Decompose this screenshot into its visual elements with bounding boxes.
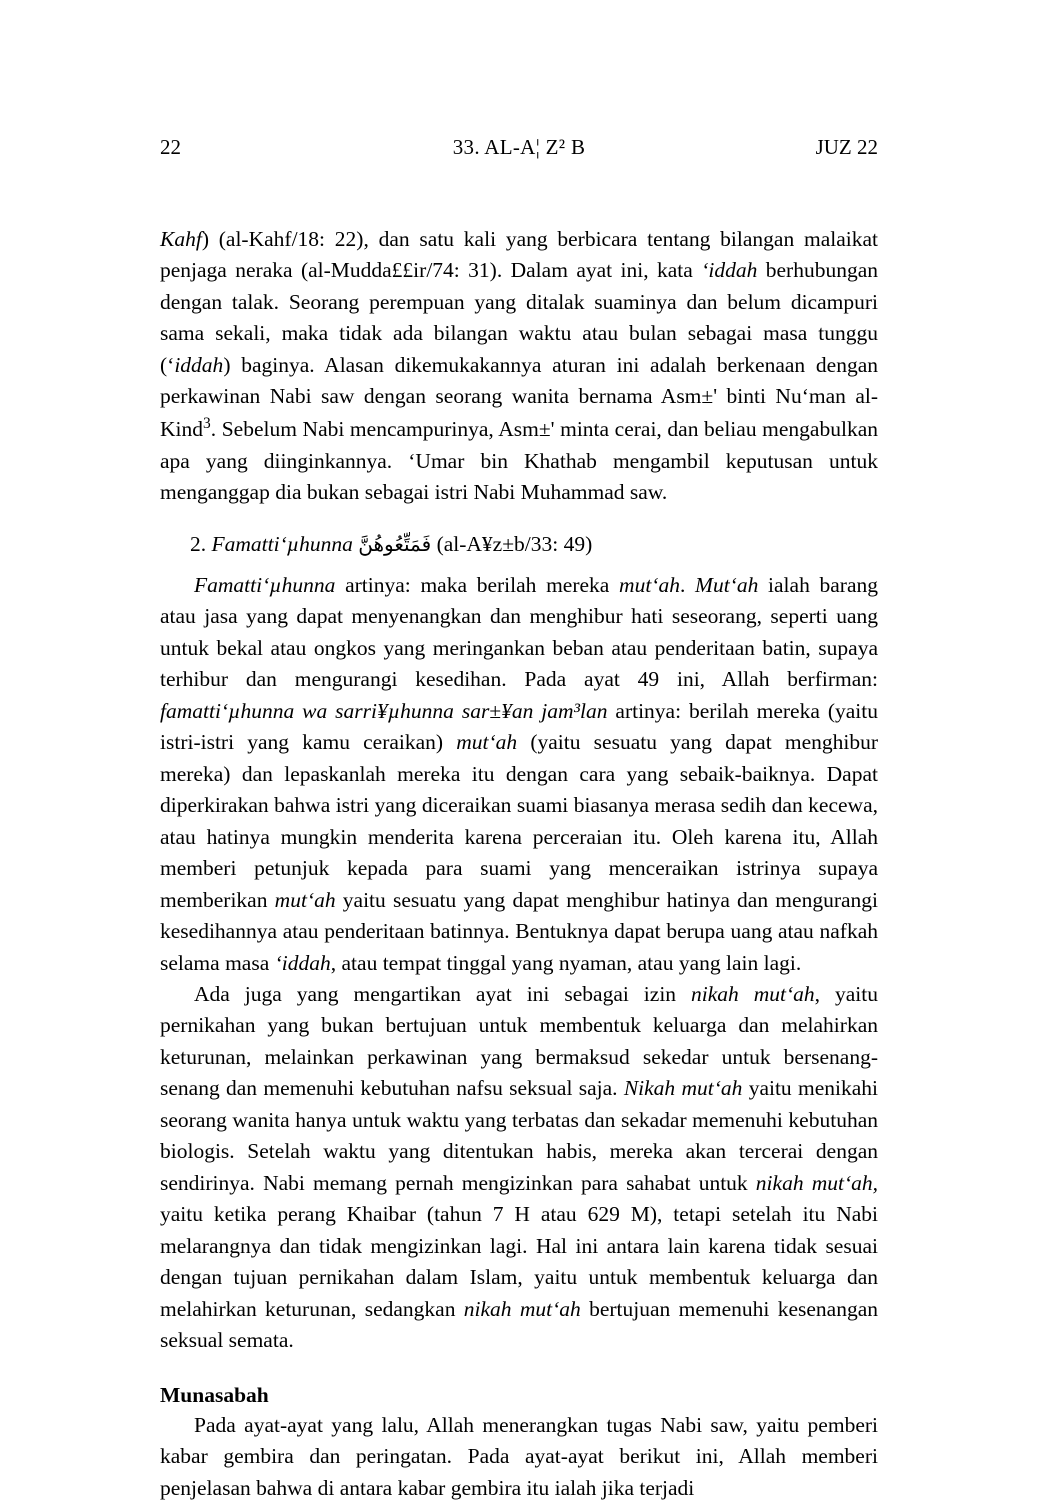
paragraph-2-italic-f: mut‘ah: [274, 887, 336, 912]
paragraph-1-text-a: ) (al-Kahf/18: 22), dan satu kali yang berbicara tentang bilangan malaikat penjaga neraka (al-Mudda££ir/74: 31). Dalam ayat ini, kata: [160, 227, 878, 283]
header-page-number: 22: [160, 135, 181, 159]
paragraph-2-text-d: artinya: berilah mereka (yaitu istri-istri yang kamu ceraikan): [160, 698, 878, 755]
section-title-munasabah: Munasabah: [160, 1382, 269, 1407]
page-header: [160, 135, 878, 160]
paragraph-1-text-d: . Sebelum Nabi mencampurinya, Asm±' minta cerai, dan beliau mengabulkan apa yang diinginkannya. ‘Umar bin Khathab mengambil keputusan untuk menganggap dia bukan sebagai istri Nabi Muhammad saw.: [160, 417, 878, 505]
paragraph-3-text-a: Ada juga yang mengartikan ayat ini sebagai izin: [194, 981, 691, 1006]
paragraph-2-text-g: , atau tempat tinggal yang nyaman, atau yang lain lagi.: [330, 950, 802, 975]
verse-arabic-text: فَمَتِّعُوهُنَّ: [358, 531, 432, 556]
paragraph-2-italic-g: ‘iddah: [274, 950, 331, 975]
paragraph-group-2: [160, 570, 878, 1357]
page-content: [160, 135, 878, 1504]
paragraph-3: [160, 979, 878, 1357]
paragraph-munasabah: Pada ayat-ayat yang lalu, Allah menerangkan tugas Nabi saw, yaitu pemberi kabar gembira dan peringatan. Pada ayat-ayat berikut ini, Allah memberi penjelasan bahwa di antara kabar gembira itu ialah jika terjadi: [160, 1412, 878, 1500]
paragraph-1-italic-kahf: Kahf: [160, 227, 202, 251]
paragraph-3-italic-b: Nikah mut‘ah: [623, 1076, 743, 1101]
paragraph-2-text-c: ialah barang atau jasa yang dapat menyenangkan dan menghibur hati seseorang, seperti uang untuk bekal atau ongkos yang meringankan beban atau penderitaan batin, supaya terhibur dan mengurangi kesedihan. Pada ayat 49 ini, Allah berfirman:: [160, 572, 879, 692]
verse-number: 2.: [190, 531, 212, 556]
paragraph-1: [160, 224, 878, 509]
paragraph-2-text-a: artinya: maka berilah mereka: [335, 572, 620, 597]
paragraph-3-text-b: , yaitu pernikahan yang bukan bertujuan untuk membentuk keluarga dan melahirkan keturunan, melainkan perkawinan yang bermaksud sekedar untuk bersenang-senang dan memenuhi kebutuhan nafsu seksual saja.: [160, 981, 878, 1101]
paragraph-1-text-b: berhubungan dengan talak. Seorang perempuan yang ditalak suaminya dan belum dicampuri sama sekali, maka tidak ada bilangan waktu atau bulan sebagai masa tunggu (‘: [160, 258, 879, 377]
paragraph-2-text-b: .: [679, 572, 696, 597]
paragraph-2-italic-d: famatti‘µhunna wa sarri¥µhunna sar±¥an jam³lan: [160, 698, 608, 723]
paragraph-1-italic-iddah-1: ‘iddah: [701, 258, 758, 283]
paragraph-2-italic-e: mut‘ah: [456, 730, 518, 755]
paragraph-2: [160, 570, 878, 979]
paragraph-1-text-c: ) baginya. Alasan dikemukakannya aturan ini adalah berkenaan dengan perkawinan Nabi saw dengan seorang wanita bernama Asm±' binti Nu‘man al-Kind: [160, 352, 878, 442]
paragraph-3-italic-a: nikah mut‘ah: [691, 981, 815, 1006]
header-surah-title: 33. AL-A¦ Z² B: [452, 135, 586, 159]
verse-heading: [160, 529, 878, 560]
paragraph-3-italic-c: nikah mut‘ah,: [755, 1170, 878, 1195]
paragraph-2-italic-a: Famatti‘µhunna: [194, 572, 336, 597]
paragraph-3-text-d: yaitu ketika perang Khaibar (tahun 7 H atau 629 M), tetapi setelah itu Nabi melarangnya dan tidak mengizinkan lagi. Hal ini antara lain karena tidak sesuai dengan tujuan pernikahan dalam Islam, yaitu untuk membentuk keluarga dan melahirkan keturunan, sedangkan: [160, 1202, 878, 1321]
paragraph-2-text-e: (yaitu sesuatu yang dapat menghibur mereka) dan lepaskanlah mereka itu dengan cara yang sebaik-baiknya. Dapat diperkirakan bahwa istri yang diceraikan suami biasanya merasa sedih dan kecewa, atau hatinya mungkin menderita karena perceraian itu. Oleh karena itu, Allah memberi petunjuk kepada para suami yang menceraikan istrinya supaya memberikan: [160, 730, 878, 912]
paragraph-3-italic-d: nikah mut‘ah: [463, 1296, 581, 1321]
verse-transliteration: Famatti‘µhunna: [211, 531, 353, 556]
paragraph-group-1: [160, 224, 878, 509]
paragraph-3-text-c: yaitu menikahi seorang wanita hanya untuk waktu yang terbatas dan sekadar memenuhi kebutuhan biologis. Setelah waktu yang ditentukan habis, mereka akan tercerai dengan sendirinya. Nabi memang pernah mengizinkan para sahabat untuk: [160, 1076, 878, 1195]
paragraph-3-text-e: bertujuan memenuhi kesenangan seksual semata.: [160, 1296, 878, 1353]
verse-reference: (al-A¥z±b/33: 49): [436, 531, 593, 556]
paragraph-1-italic-iddah-2: iddah: [174, 352, 224, 377]
paragraph-1-footnote-marker: 3: [203, 414, 211, 432]
paragraph-2-italic-c: Mut‘ah: [695, 572, 759, 597]
header-juz: JUZ 22: [815, 135, 878, 159]
paragraph-2-italic-b: mut‘ah: [619, 572, 680, 597]
paragraph-2-text-f: yaitu sesuatu yang dapat menghibur hatinya dan mengurangi kesedihannya atau penderitaan batinnya. Bentuknya dapat berupa uang atau nafkah selama masa: [160, 887, 878, 975]
